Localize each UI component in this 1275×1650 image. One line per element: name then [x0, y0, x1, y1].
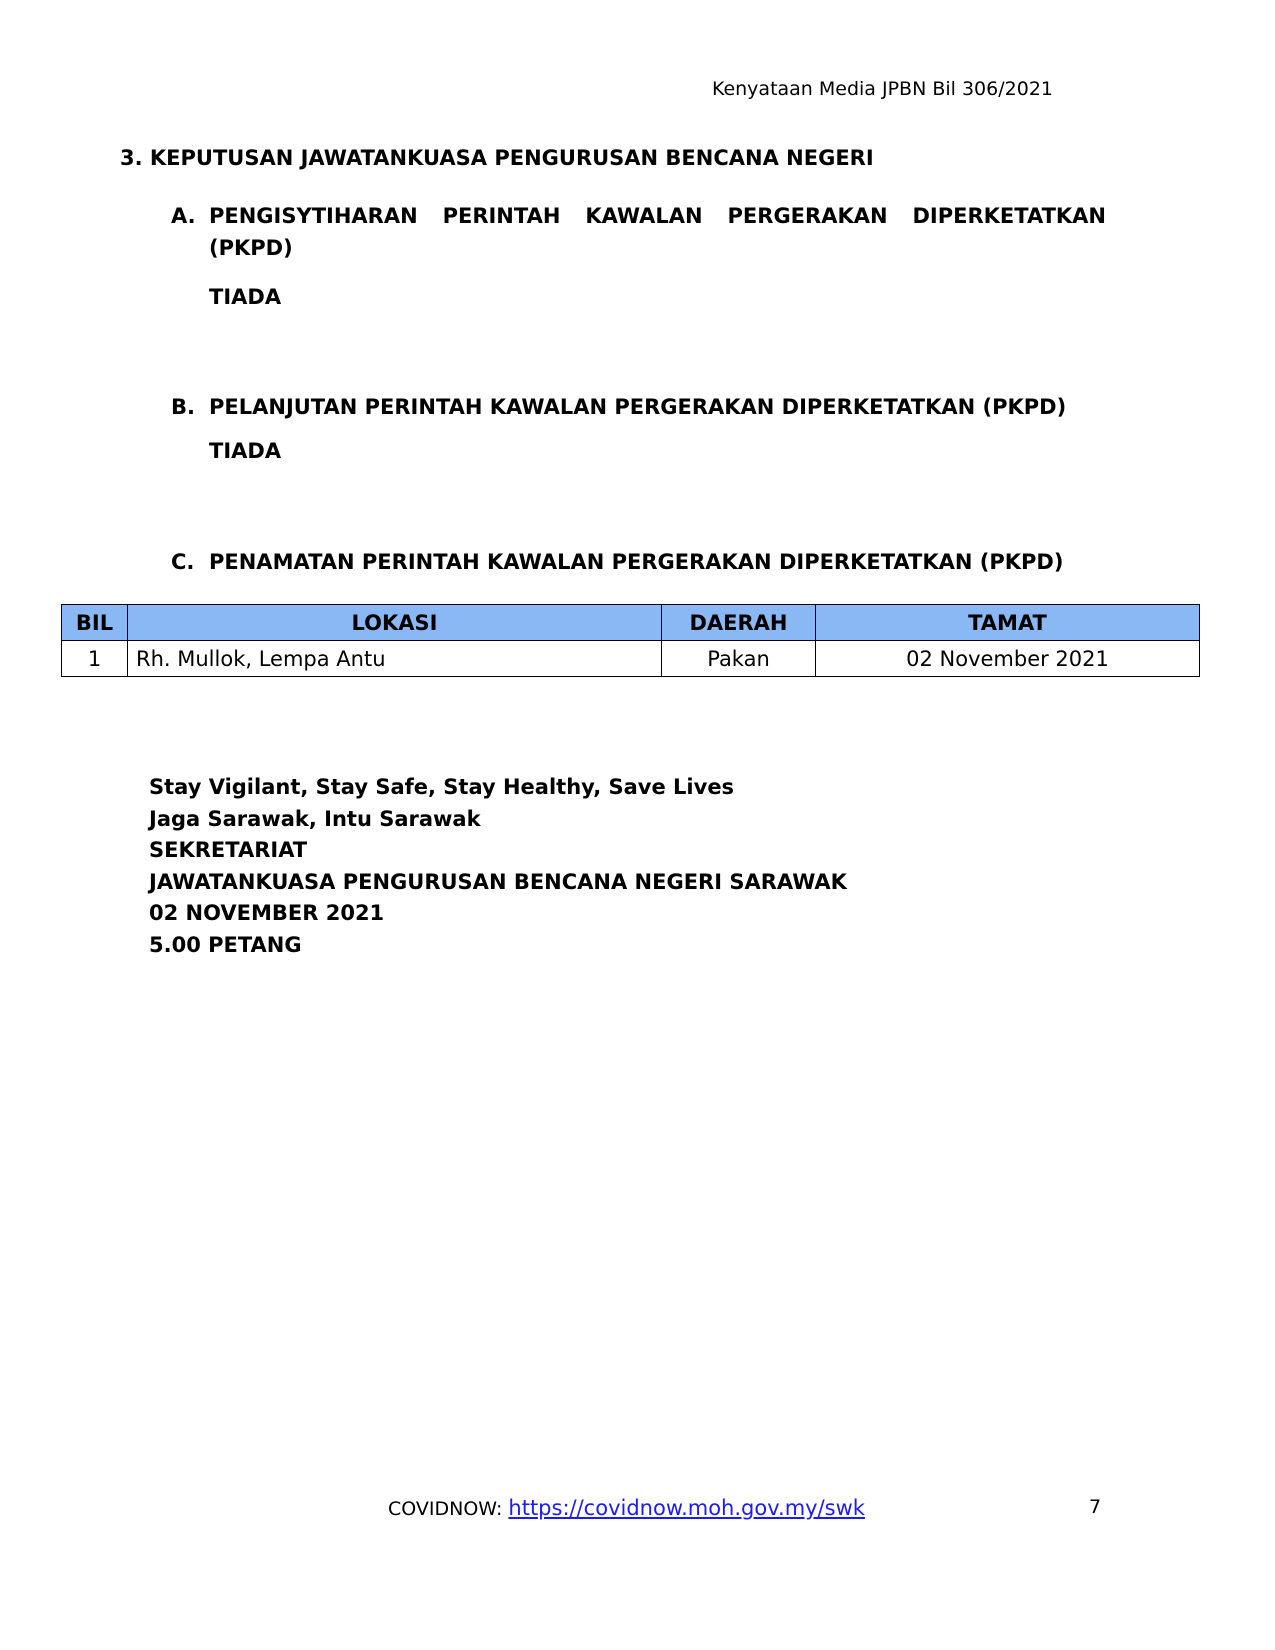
- covidnow-link[interactable]: https://covidnow.moh.gov.my/swk: [508, 1496, 865, 1520]
- subsection-b-letter: B.: [171, 395, 195, 419]
- subsection-a-letter: A.: [171, 204, 196, 228]
- table-row: [62, 641, 1200, 677]
- closing-secretariat: SEKRETARIAT: [149, 838, 308, 862]
- closing-tagline: Jaga Sarawak, Intu Sarawak: [149, 806, 481, 831]
- header-bil: BIL: [62, 605, 128, 641]
- closing-date: 02 NOVEMBER 2021: [149, 901, 385, 925]
- cell-lokasi: Rh. Mullok, Lempa Antu: [128, 641, 662, 677]
- header-daerah: DAERAH: [662, 605, 816, 641]
- pkpd-table: [61, 604, 1200, 677]
- cell-bil: 1: [62, 641, 128, 677]
- closing-slogan: Stay Vigilant, Stay Safe, Stay Healthy, Save Lives: [149, 775, 735, 799]
- cell-daerah: Pakan: [662, 641, 816, 677]
- closing-time: 5.00 PETANG: [149, 932, 302, 957]
- header-reference: Kenyataan Media JPBN Bil 306/2021: [711, 78, 1053, 100]
- closing-block: [149, 772, 847, 961]
- table-header-row: [62, 605, 1200, 641]
- subsection-a-title-line1: PENGISYTIHARAN PERINTAH KAWALAN PERGERAKAN DIPERKETATKAN: [209, 204, 1106, 228]
- closing-committee: JAWATANKUASA PENGURUSAN BENCANA NEGERI SARAWAK: [149, 869, 847, 894]
- subsection-a-title-line2: (PKPD): [209, 236, 293, 260]
- page-number: 7: [1089, 1496, 1102, 1518]
- footer: [388, 1496, 865, 1520]
- subsection-b-status: TIADA: [209, 439, 282, 463]
- footer-label: COVIDNOW:: [388, 1498, 509, 1520]
- subsection-c-title: PENAMATAN PERINTAH KAWALAN PERGERAKAN DIPERKETATKAN (PKPD): [209, 550, 1064, 574]
- subsection-c-letter: C.: [171, 550, 195, 574]
- header-tamat: TAMAT: [816, 605, 1200, 641]
- cell-tamat: 02 November 2021: [816, 641, 1200, 677]
- header-lokasi: LOKASI: [128, 605, 662, 641]
- subsection-a-status: TIADA: [209, 285, 282, 309]
- subsection-b-title: PELANJUTAN PERINTAH KAWALAN PERGERAKAN DIPERKETATKAN (PKPD): [209, 395, 1067, 419]
- section-title: 3. KEPUTUSAN JAWATANKUASA PENGURUSAN BENCANA NEGERI: [120, 146, 874, 170]
